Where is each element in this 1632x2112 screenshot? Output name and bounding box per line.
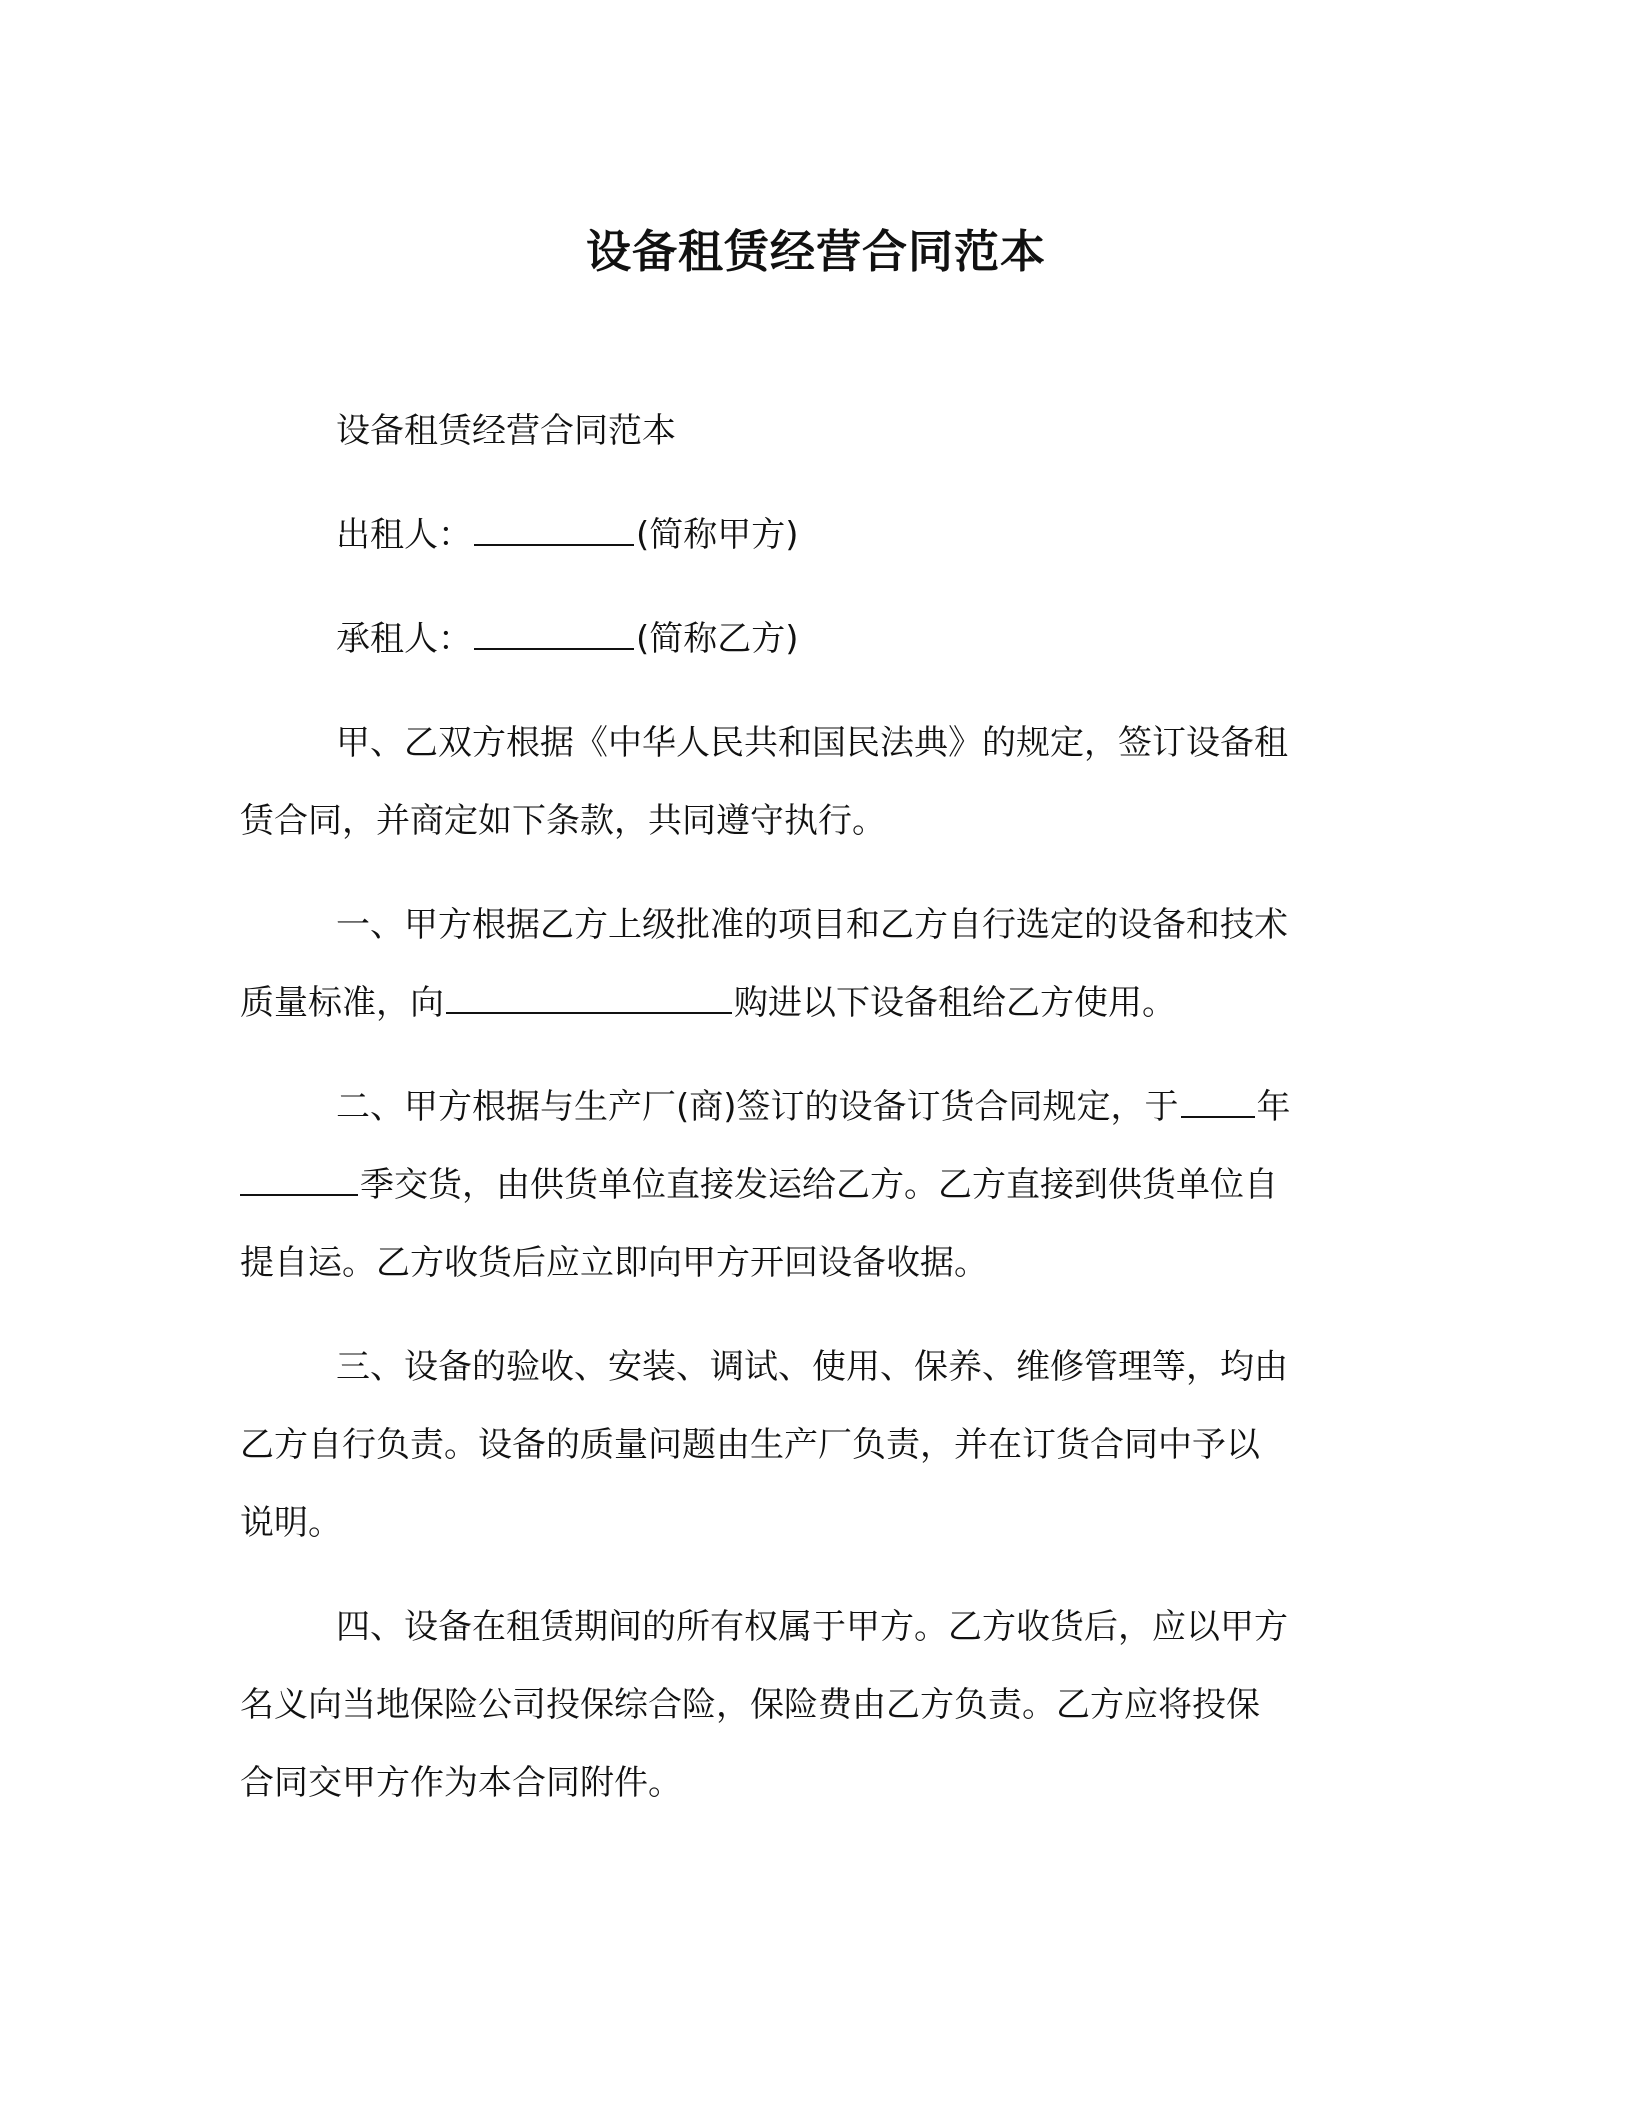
clause-4-line-1: 四、设备在租赁期间的所有权属于甲方。乙方收货后，应以甲方 (336, 1607, 1288, 1647)
clause-4-line-3: 合同交甲方作为本合同附件。 (240, 1763, 682, 1803)
clause-2-line-1 (240, 1068, 1370, 1146)
lessor-paragraph (240, 496, 1370, 574)
clause-1-paragraph (240, 886, 1370, 1042)
clause-2-line-1-a: 二、甲方根据与生产厂(商)签订的设备订货合同规定，于 (336, 1087, 1179, 1127)
lessor-note: (简称甲方) (636, 515, 799, 555)
clause-3-line-1: 三、设备的验收、安装、调试、使用、保养、维修管理等，均由 (336, 1347, 1288, 1387)
clause-2-paragraph (240, 1068, 1370, 1302)
clause-1-line-2 (240, 964, 1370, 1042)
lessee-label: 承租人： (336, 619, 472, 659)
clause-2-line-1-b: 年 (1256, 1087, 1291, 1127)
intro-line-1: 甲、乙双方根据《中华人民共和国民法典》的规定，签订设备租 (336, 723, 1288, 763)
intro-paragraph (240, 704, 1370, 860)
intro-line-2: 赁合同，并商定如下条款，共同遵守执行。 (240, 801, 886, 841)
lessor-blank (474, 514, 634, 546)
clause-1-line-2-a: 质量标准，向 (240, 983, 444, 1023)
clause-2-line-2 (240, 1146, 1370, 1224)
clause-3-line-3: 说明。 (240, 1503, 342, 1543)
year-blank (1181, 1086, 1255, 1118)
clause-2-line-3: 提自运。乙方收货后应立即向甲方开回设备收据。 (240, 1243, 988, 1283)
document-title: 设备租赁经营合同范本 (585, 225, 1046, 278)
lessee-note: (简称乙方) (636, 619, 799, 659)
clause-1-line-1: 一、甲方根据乙方上级批准的项目和乙方自行选定的设备和技术 (336, 905, 1288, 945)
clause-4-paragraph (240, 1588, 1370, 1822)
clause-1-line-2-b: 购进以下设备租给乙方使用。 (734, 983, 1176, 1023)
subtitle-text: 设备租赁经营合同范本 (336, 411, 676, 451)
clause-3-paragraph (240, 1328, 1370, 1562)
clause-3-line-2: 乙方自行负责。设备的质量问题由生产厂负责，并在订货合同中予以 (240, 1425, 1260, 1465)
quarter-blank (240, 1164, 358, 1196)
subtitle-paragraph (240, 392, 1370, 470)
clause-4-line-2: 名义向当地保险公司投保综合险，保险费由乙方负责。乙方应将投保 (240, 1685, 1260, 1725)
supplier-blank (446, 982, 732, 1014)
lessee-blank (474, 618, 634, 650)
clause-2-line-2-b: 季交货，由供货单位直接发运给乙方。乙方直接到供货单位自 (360, 1165, 1278, 1205)
document-body (240, 392, 1370, 1848)
lessor-label: 出租人： (336, 515, 472, 555)
lessee-paragraph (240, 600, 1370, 678)
